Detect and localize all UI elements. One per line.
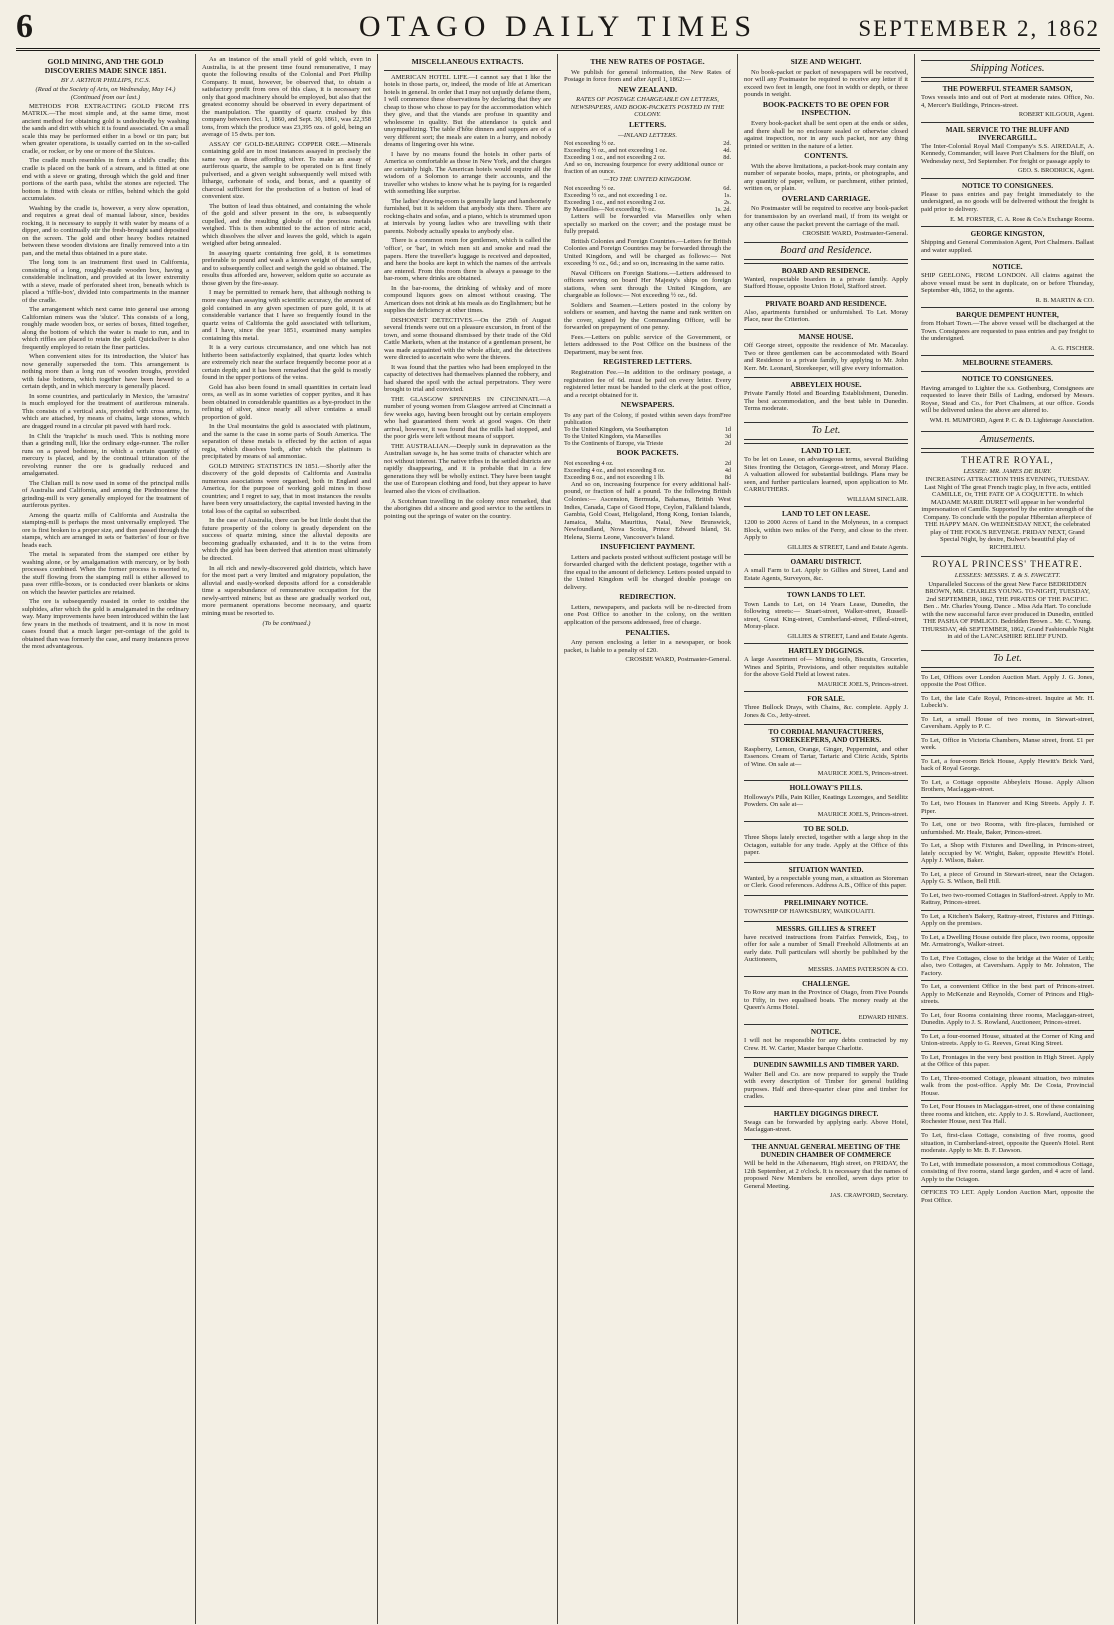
advertisement-text: TOWNSHIP OF HAWKSBURY, WAIKOUAITI. bbox=[744, 908, 875, 916]
to-let-item: To Let, a Dwelling House outside fire place, two rooms, opposite Mr. Armstrong's, Walker-street. bbox=[921, 931, 1094, 952]
to-let-item: To Let, two two-roomed Cottages in Stafford-street. Apply to Mr. Rattray, Princes-street. bbox=[921, 889, 1094, 910]
rate-description: Exceeding 1 oz., and not exceeding 2 oz. bbox=[564, 154, 666, 162]
rate-description: To any part of the Colony, if posted within seven days from publication bbox=[564, 411, 720, 426]
postage-body bbox=[564, 213, 731, 356]
advertisement-signature: WILLIAM SINCLAIR. bbox=[846, 495, 908, 503]
advertisement-heading: DUNEDIN SAWMILLS AND TIMBER YARD. bbox=[753, 1061, 899, 1070]
advertisement bbox=[744, 724, 908, 780]
article-paragraph: Among the quartz mills of California and Australia the stamping-mill is perhaps the most universally employed. The ore is first broken to a proper size, and then passed through the stamps, which are arranged in sets or 'batteries' of four or five heads each. bbox=[22, 511, 189, 549]
insufficient-heading: INSUFFICIENT PAYMENT. bbox=[600, 542, 695, 552]
advertisement-signature: WM. H. MUMFORD, Agent P. C. & D. Lighterage Association. bbox=[929, 416, 1094, 424]
rate-amount: 8d bbox=[724, 473, 731, 481]
advertisement-text: Wanted, by a respectable young man, a situation as Storeman or Clerk. Good references. Address A.B., Office of this paper. bbox=[744, 874, 908, 890]
postage-paragraph: Soldiers and Seamen.—Letters posted in the colony by soldiers or seamen, and having the name and rank written on the cover, signed by the Commanding Officer, will be forwarded on prepayment of one penny. bbox=[564, 301, 731, 332]
open-text: Every book-packet shall be sent open at the ends or sides, and there shall be no enclosure sealed or otherwise closed against inspection, nor in any such packet, nor any thing printed or written in the nature of a letter. bbox=[744, 120, 908, 150]
postage-scale-title: NEW ZEALAND. bbox=[618, 84, 677, 94]
article-paragraph: There is a common room for gentlemen, which is called the 'office', or 'bar', in which men sit and smoke and read the papers. Here the traveller's luggage is received and deposited, and here the books are kept in which the names of the arrivals are entered. From this room there is always a passage to the bar-room, where drinks are obtained. bbox=[384, 237, 551, 283]
article-paragraph: THE GLASGOW SPINNERS IN CINCINNATI.—A number of young women from Glasgow arrived at Cincinnati a few weeks ago, having been brought out by certain employers who had guaranteed them work at good wages. On their arrival, however, it was found that the mills had stopped, and the poor girls were left without means of support. bbox=[384, 395, 551, 441]
theatre-royal-ad bbox=[921, 452, 1094, 557]
to-let-item: To Let, a convenient Office in the best part of Princes-street. Apply to McKenzie and Reynolds, Corner of Princes and High-streets. bbox=[921, 980, 1094, 1009]
to-let-item: To Let, Four Houses in Maclaggan-street, one of these containing three rooms and kitchen, etc. Apply to J. S. Rowland, Auctioneer, Rochester House, next Tea Hall. bbox=[921, 1100, 1094, 1129]
advertisement-text: Shipping and General Commission Agent, Port Chalmers. Ballast and water supplied. bbox=[921, 239, 1094, 254]
advertisement bbox=[744, 587, 908, 643]
article-paragraph: AMERICAN HOTEL LIFE.—I cannot say that I like the hotels in those parts, or, indeed, the mode of life at American hotels in general. In order that I may not unjustly defame them, I will commence these observations by declaring that they are cheap to those who chose to pay for the accommodation which they give, and that the viands are profuse in quantity and wholesome in quality. But the attendance is quick and unsympathizing. The table d'hôte dinners and suppers are of a very different sort; the meals are eaten in a hurry, and nobody dreams of lingering over his wine. bbox=[384, 73, 551, 149]
advertisement-text: The Inter-Colonial Royal Mail Company's S.S. AIREDALE, A. Kennedy, Commander, will leave Port Chalmers for the Bluff, on Wednesday next, 3rd September. For freight or passage apply to bbox=[921, 142, 1094, 165]
advertisement-heading: FOR SALE. bbox=[807, 694, 845, 703]
article-paragraph: METHODS FOR EXTRACTING GOLD FROM ITS MATRIX.—The most simple and, at the same time, most ancient method for obtaining gold is undoubtedly by washing the sands and dirt with which it is found associated. On a small scale this may be performed either in a bowl or tin pan; but when greater operations, is usually carried on in the so-called cradle, or rocker, or by one or more of the Sluices. bbox=[22, 102, 189, 155]
postage-paragraph: Fees.—Letters on public service of the Government, or letters addressed to the Post Office on the business of the Department, may be sent free. bbox=[564, 333, 731, 356]
registered-text: Registration Fee.—In addition to the ordinary postage, a registration fee of 6d. must be paid on every letter. Every registered letter must be handed to the clerk at the post office, and a receipt obtained for it. bbox=[564, 369, 731, 399]
article-paragraph: GOLD MINING STATISTICS IN 1851.—Shortly after the discovery of the gold deposits of California and Australia numerous associations were organised, both in England and America, for the purpose of working gold mines in those countries; and I regret to say, that in most instances the results have been very unsatisfactory, the capital invested having in the total loss of the capital so subscribed. bbox=[202, 462, 371, 515]
to-let-item: To Let, with immediate possession, a most commodious Cottage, consisting of five rooms, stand large garden, and 4 acre of land. Apply to the Octagon. bbox=[921, 1158, 1094, 1187]
rate-amount: 2d bbox=[724, 459, 731, 467]
newspapers-heading: NEWSPAPERS. bbox=[620, 400, 675, 410]
advertisement-text: Holloway's Pills, Pain Killer, Keatings Lozenges, and Seidlitz Powders. On sale at— bbox=[744, 793, 908, 809]
princess-theatre-text: Unparalleled Success of the great New Farce BEDRIDDEN BROWN, MR. CHARLES YOUNG. TO-NIGHT, TUESDAY, 2nd SEPTEMBER, 1862, THE PIRATES OF THE PACIFIC. Ben .. Mr. Charles Young. Dance .. Miss Ada Hart. To conclude with the new successful farce ever produced in Dunedin, entitled THE PASHA OF PIMLICO. Bedridden Brown .. Mr. C. Young. THURSDAY, 4th SEPTEMBER, 1862, Grand Fashionable Night in aid of the LANCASHIRE RELIEF FUND. bbox=[921, 580, 1094, 641]
advertisement bbox=[744, 1106, 908, 1139]
advertisement-signature: MAURICE JOEL'S, Princes-street. bbox=[817, 810, 908, 818]
advertisement-signature: GILLIES & STREET, Land and Estate Agents. bbox=[787, 543, 908, 551]
advertisement-text: Tows vessels into and out of Port at moderate rates. Office, No. 4, Mercer's Buildings, Princes-street. bbox=[921, 94, 1094, 109]
postage-paragraph: British Colonies and Foreign Countries.—Letters for British Colonies and Foreign Countries may be forwarded through the United Kingdom, and will be charged as follows:— Not exceeding ½ oz., 6d.; and so on, increasing in the same ratio. bbox=[564, 237, 731, 268]
advertisement bbox=[921, 226, 1094, 259]
rate-description: And so on, increasing fourpence for every additional ounce or fraction of an ounce. bbox=[564, 161, 724, 176]
article-paragraph: The button of lead thus obtained, and containing the whole of the gold and silver present in the ore, is subsequently cupelled, and the resulting globule of the precious metals weighed. This is then submitted to the action of nitric acid, which dissolves the silver and leaves the gold, which is again weighed after being annealed. bbox=[202, 202, 371, 248]
rate-row bbox=[564, 140, 731, 147]
shipping-ads bbox=[921, 81, 1094, 427]
advertisement-text: To Row any man in the Province of Otago, from Five Pounds to Fifty, in two equalised boats. The money ready at the Queen's Arms Hotel. bbox=[744, 989, 908, 1012]
book-rates-table bbox=[564, 460, 731, 481]
rate-amount: 1s. bbox=[723, 191, 731, 199]
article-paragraph: The Chilian mill is now used in some of the principal mills of Australia and California, and among the Piedmontese the grinding-mill is very generally employed for the treatment of auriferous pyrites. bbox=[22, 479, 189, 510]
advertisement bbox=[744, 506, 908, 554]
advertisement bbox=[921, 178, 1094, 226]
postage-scale-sub: RATES OF POSTAGE CHARGEABLE ON LETTERS, NEWSPAPERS, AND BOOK-PACKETS POSTED IN THE COLONY. bbox=[570, 96, 725, 119]
article-paragraph: The ore is subsequently roasted in order to oxidise the sulphides, after which the gold is amalgamated in the ordinary way. Many improvements have been introduced within the last few years in the methods of treatment, and it is now in most cases found that a much larger per-centage of the gold is obtained than was formerly the case, and many instances prove the most advantageous. bbox=[22, 598, 189, 651]
column-postage bbox=[558, 54, 738, 1624]
size-heading: SIZE AND WEIGHT. bbox=[790, 57, 862, 66]
column-miscellaneous bbox=[378, 54, 558, 1624]
advertisement-text: A small Farm to Let. Apply to Gillies and Street, Land and Estate Agents, Surveyors, &c. bbox=[744, 567, 908, 582]
advertisement bbox=[744, 821, 908, 862]
to-let-item: To Let, a Kitchen's Bakery, Rattray-street, Fixtures and Fittings. Apply on the premises. bbox=[921, 910, 1094, 931]
advertisement-signature: EDWARD HINES. bbox=[858, 1013, 908, 1021]
advertisement bbox=[744, 862, 908, 895]
advertisement-heading: PRELIMINARY NOTICE. bbox=[784, 898, 868, 907]
to-let-item: To Let, a Shop with Fixtures and Dwelling, in Princes-street, lately occupied by W. Wright, Baker, opposite Hewitt's Hotel. Apply J. Wilson, Baker. bbox=[921, 839, 1094, 868]
article-paragraph: The cradle much resembles in form a child's cradle; this cradle is placed on the bank of a stream, and is fitted at one end with a sieve or grating, through which the gold and finer portions of the earth pass, whilst the stones are rejected. The bottom is fitted with cleats or riffles, behind which the gold accumulates. bbox=[22, 157, 189, 203]
advertisement bbox=[744, 691, 908, 724]
postage-paragraph: Letters will be forwarded via Marseilles only when specially so marked on the cover; and the postage must be fully prepaid. bbox=[564, 213, 731, 236]
advertisement-heading: CHALLENGE. bbox=[802, 980, 850, 989]
advertisement-heading: NOTICE. bbox=[992, 263, 1023, 272]
advertisement-heading: NOTICE TO CONSIGNEES. bbox=[961, 375, 1053, 384]
advertisement-text: Three Shops lately erected, together with a large shop in the Octagon, suitable for any trade. Apply at the Office of this paper. bbox=[744, 834, 908, 857]
uk-heading: —TO THE UNITED KINGDOM. bbox=[603, 176, 692, 184]
advertisement-heading: THE POWERFUL STEAMER SAMSON, bbox=[942, 84, 1073, 93]
rate-description: By Marseilles—Not exceeding ½ oz. bbox=[564, 206, 656, 214]
article-paragraph: In assaying quartz containing free gold, it is sometimes preferable to pound and wash a known weight of the sample, and to subsequently collect and weigh the gold so obtained. The results thus afforded are, however, seldom quite so accurate as those given by the fire-assay. bbox=[202, 249, 371, 287]
rate-amount: Free bbox=[720, 411, 731, 419]
advertisement-text: SHIP GEELONG, FROM LONDON. All claims against the above vessel must be sent in duplicate, on or before Thursday, September 4th, 1862, to the agents. bbox=[921, 272, 1094, 295]
advertisement bbox=[921, 307, 1094, 355]
advertisement bbox=[921, 122, 1094, 178]
advertisement-signature: GILLIES & STREET, Land and Estate Agents. bbox=[787, 632, 908, 640]
article-byline: BY J. ARTHUR PHILLIPS, F.C.S. bbox=[60, 77, 151, 85]
advertisement-text: I will not be responsible for any debts contracted by my Crew. H. W. Carter, Master barque Charlotte. bbox=[744, 1037, 908, 1052]
article-heading: MISCELLANEOUS EXTRACTS. bbox=[411, 57, 524, 66]
advertisement-heading: NOTICE. bbox=[810, 1028, 842, 1037]
advertisement-text: Off George street, opposite the residence of Mr. Macaulay. Two or three gentlemen can be accommodated with Board and Residence to a private family, by applying to Mr. John Kerr. Mr. Leonard, Storekeeper, will give every information. bbox=[744, 342, 908, 372]
to-let-item: To Let, Frontages in the very best position in High Street. Apply at the Office of this paper. bbox=[921, 1051, 1094, 1072]
advertisement bbox=[744, 443, 908, 506]
article-body bbox=[202, 56, 371, 617]
size-text: No book-packet or packet of newspapers will be received, nor will any Postmaster be required to receive any letter if it exceed two feet in length, one foot in width or depth, or three pounds in weight. bbox=[744, 68, 908, 99]
rate-description: Not exceeding ½ oz. bbox=[564, 184, 616, 192]
rate-amount: 1d bbox=[724, 425, 731, 433]
column-gold-mining bbox=[16, 54, 196, 1624]
to-let-item: To Let, a four-roomed House, situated at the Corner of King and Union-streets. Apply to G. Reeves, Great King Street. bbox=[921, 1030, 1094, 1051]
issue-date: SEPTEMBER 2, 1862 bbox=[858, 16, 1100, 41]
advertisement bbox=[744, 780, 908, 821]
rate-row bbox=[564, 192, 731, 199]
advertisement-text: Three Bullock Drays, with Chains, &c. complete. Apply J. Jones & Co., Jetty-street. bbox=[744, 704, 908, 719]
article-body bbox=[384, 74, 551, 520]
columns bbox=[16, 54, 1100, 1624]
rate-row bbox=[564, 412, 731, 426]
rate-row bbox=[564, 161, 731, 175]
rate-amount: 2s. bbox=[723, 199, 731, 207]
advertisement-text: Also, apartments furnished or unfurnished. To Let. Moray Place, near the Criterion. bbox=[744, 308, 908, 324]
advertisement bbox=[921, 371, 1094, 427]
advertisement bbox=[744, 976, 908, 1024]
to-let-item: To Let, Three-roomed Cottage, pleasant situation, two minutes walk from the post-office. Apply Mr. De Costa, Provincial House. bbox=[921, 1072, 1094, 1101]
advertisement-text: Will be held in the Athenaeum, High street, on FRIDAY, the 12th September, at 2 o'clock. It is necessary that the names of proposed New Members be enrolled, seven days prior to General Meeting. bbox=[744, 1160, 908, 1190]
advertisement bbox=[744, 1024, 908, 1057]
rate-description: To the United Kingdom, via Southampton bbox=[564, 425, 669, 433]
advertisement-heading: NOTICE TO CONSIGNEES. bbox=[961, 181, 1053, 190]
postage-paragraph: Naval Officers on Foreign Stations.—Letters addressed to officers serving on board Her Majesty's ships on foreign stations, when sent through the United Kingdom, are chargeable as follows:— Not exceeding ½ oz., 6d. bbox=[564, 269, 731, 300]
advertisement-heading: THE ANNUAL GENERAL MEETING OF THE DUNEDIN CHAMBER OF COMMERCE bbox=[751, 1142, 901, 1160]
rate-row bbox=[564, 154, 731, 161]
section-shipping: Shipping Notices. bbox=[921, 60, 1094, 78]
advertisement-signature: JAS. CRAWFORD, Secretary. bbox=[829, 1192, 908, 1200]
book-packets-text: And so on, increasing fourpence for every additional half-pound, or fraction of half a pound. To the following British Colonies:— Ascension, Bermuda, Bahamas, British West Indies, Canada, Cape of Good Hope, Ceylon, Falkland Islands, Gambia, Gold Coast, Heligoland, Hong Kong, Ionian Islands, Jamaica, Malta, Mauritius, Natal, New Brunswick, Newfoundland, Nova Scotia, Prince Edward Island, St. Helena, Sierra Leone, Vancouver's Island. bbox=[564, 480, 731, 541]
article-paragraph: In the case of Australia, there can be but little doubt that the future prosperity of the colony is greatly dependent on the success of quartz mining, since the alluvial deposits are becoming gradually exhausted, and it is to the veins from which the gold has been derived that attention must ultimately be directed. bbox=[202, 517, 371, 562]
penalties-heading: PENALTIES. bbox=[625, 627, 670, 637]
princess-theatre-heading: ROYAL PRINCESS' THEATRE. bbox=[932, 560, 1083, 571]
advertisement bbox=[921, 355, 1094, 371]
advertisement-heading: SITUATION WANTED. bbox=[788, 865, 864, 874]
advertisement-text: 1200 to 2000 Acres of Land in the Molyneux, in a compact Block, within two miles of the Ferry, and close to the river. Apply to bbox=[744, 519, 908, 542]
overland-text: No Postmaster will be required to receive any book-packet for transmission by an overland mail, if from its weight or any other cause the packet prevent the carriage of the mail. bbox=[744, 205, 908, 228]
rate-row bbox=[564, 199, 731, 206]
advertisement-text: from Hobart Town.—The above vessel will be discharged at the Town. Consignees are requested to pass entries and pay freight to the undersigned. bbox=[921, 320, 1094, 343]
advertisement-text: Wanted, respectable boarders in a private family. Apply Stafford House, opposite Union Hotel, Stafford street. bbox=[744, 275, 908, 291]
rate-row bbox=[564, 426, 731, 433]
advertisement-signature: MAURICE JOEL'S, Princes-street. bbox=[817, 680, 908, 688]
advertisement-heading: MANSE HOUSE. bbox=[798, 332, 854, 341]
article-paragraph: The arrangement which next came into general use among Californian miners was the 'sluice'. This consists of a long, roughly made wooden box, or series of boxes, fitted together, along the bottom of which the water is made to run, and in which riffles are placed to retain the gold. Quicksilver is also frequently employed to retain the finer particles. bbox=[22, 306, 189, 351]
rate-amount: 4d bbox=[724, 466, 731, 474]
article-paragraph: A Scotchman travelling in the colony once remarked, that the aborigines did a sincere and good service to the settlers in pointing out the springs of water on the country. bbox=[384, 497, 551, 520]
article-paragraph: ASSAY OF GOLD-BEARING COPPER ORE.—Minerals containing gold are in most instances assayed in precisely the same way as those affording silver. To make an assay of auriferous quartz, the sample to be operated on is first finely pulverised, and a given weight subsequently well mixed with litharge, carbonate of soda, and borax, and a quantity of charcoal sufficient for the production of a button of lead of convenient size. bbox=[202, 140, 371, 201]
advertisement bbox=[744, 263, 908, 296]
princess-theatre-lessee: LESSEES: MESSRS. T. & S. FAWCETT. bbox=[954, 572, 1061, 580]
column-notices bbox=[738, 54, 915, 1624]
rate-amount: 2d bbox=[724, 440, 731, 448]
advertisement-signature: GEO. S. BRODRICK, Agent. bbox=[1017, 167, 1094, 175]
advertisement-text: Town Lands to Let, on 14 Years Lease, Dunedin, the following streets:— Stuart-street, Walker-street, Russell-street, Great King-street, Cumberland-street, Filleul-street, Moray-place. bbox=[744, 600, 908, 631]
advertisement bbox=[744, 296, 908, 329]
rate-amount: 3d bbox=[724, 432, 731, 440]
advertisement-text: Walter Bell and Co. are now prepared to supply the Trade with every description of Timber for general building purposes. Half and three-quarter clear pine and timber for cradles. bbox=[744, 1070, 908, 1101]
advertisement-text: have received instructions from Fairfax Fenwick, Esq., to offer for sale a number of Small Freehold Allotments at an early date. Full particulars will shortly be published by the Auctioneers, bbox=[744, 933, 908, 964]
article-paragraph: The metal is separated from the stamped ore either by washing alone, or by amalgamation with mercury, or by both processes combined. When the former process is resorted to, the stuff flowing from the stamping mill is either allowed to pass over riffle-boxes, or is conducted over blankets or skins on which the heavier particles are retained. bbox=[22, 551, 189, 596]
rate-amount: 6d. bbox=[723, 184, 731, 192]
let-ads bbox=[744, 443, 908, 1203]
advertisement-text: Swags can be forwarded by applying early. Above Hotel, Maclaggan-street. bbox=[744, 1118, 908, 1134]
advertisement-signature: A. G. FISCHER. bbox=[1050, 344, 1094, 352]
article-note: (Read at the Society of Arts, on Wednesday, May 14.) bbox=[35, 85, 176, 93]
to-let-item: To Let, a four-room Brick House, Apply Hewitt's Brick Yard, back of Royal George. bbox=[921, 755, 1094, 776]
offices-to-let-ad bbox=[921, 1186, 1094, 1209]
postmaster-signature: CROSBIE WARD, Postmaster-General. bbox=[625, 656, 731, 664]
offices-to-let-text: OFFICES TO LET. Apply London Auction Mart, opposite the Post Office. bbox=[921, 1189, 1094, 1204]
article-heading: GOLD MINING, AND THE GOLD DISCOVERIES MADE SINCE 1851. bbox=[44, 57, 167, 75]
article-paragraph: The long tom is an instrument first used in California, consisting of a long, roughly-made wooden box, having a considerable inclination, and provided at its lower extremity with a sieve, made of perforated sheet iron, beneath which is placed a 'riffle-box', divided into compartments in the manner of the cradle. bbox=[22, 259, 189, 304]
advertisement-signature: MAURICE JOEL'S, Princes-street. bbox=[817, 770, 908, 778]
to-let-item: To Let, Office in Victoria Chambers, Manse street, front. £1 per week. bbox=[921, 734, 1094, 755]
advertisement bbox=[744, 921, 908, 977]
postmaster-signature: CROSBIE WARD, Postmaster-General. bbox=[802, 230, 908, 238]
rate-description: Exceeding 4 oz., and not exceeding 8 oz. bbox=[564, 466, 666, 474]
advertisement bbox=[744, 895, 908, 921]
article-paragraph: In all rich and newly-discovered gold districts, which have for the most part a very limited and migratory population, the alluvial and easily-worked deposits afford for a considerable time a superabundance of remunerative occupation for the newly-arrived miners; but as these are gradually worked out, more permanent operations become necessary, and quartz mining must be resorted to. bbox=[202, 564, 371, 617]
contents-heading: CONTENTS. bbox=[804, 151, 848, 161]
section-to-let-right: To Let. bbox=[921, 650, 1094, 668]
rate-row bbox=[564, 474, 731, 481]
article-heading: THE NEW RATES OF POSTAGE. bbox=[590, 57, 705, 66]
to-let-item: To Let, one or two Rooms, with fire-places, furnished or unfurnished. Mr. Heale, Baker, Princes-street. bbox=[921, 818, 1094, 839]
advertisement-heading: LAND TO LET. bbox=[801, 446, 851, 455]
divider bbox=[384, 70, 551, 71]
newspaper-title: OTAGO DAILY TIMES bbox=[358, 10, 758, 43]
advertisement bbox=[744, 329, 908, 377]
rate-description: Exceeding 8 oz., and not exceeding 1 lb. bbox=[564, 473, 665, 481]
rate-amount bbox=[723, 161, 731, 175]
advertisement bbox=[921, 81, 1094, 122]
redirection-heading: REDIRECTION. bbox=[619, 592, 676, 602]
rate-description: Not exceeding 4 oz. bbox=[564, 459, 614, 467]
advertisement-signature: E. M. FORSTER, C. A. Rose & Co.'s Exchange Rooms. bbox=[950, 215, 1094, 223]
advertisement-signature: R. B. MARTIN & CO. bbox=[1035, 296, 1094, 304]
rate-description: To the United Kingdom, via Marseilles bbox=[564, 432, 661, 440]
advertisement-signature: ROBERT KILGOUR, Agent. bbox=[1018, 111, 1094, 119]
article-paragraph: In some countries, and particularly in Mexico, the 'arrastra' is much employed for the treatment of auriferous minerals. This consists of a vertical axis, provided with cross arms, to which are attached, by means of chains, large stones, which are dragged round in a circular pit paved with hard rock. bbox=[22, 392, 189, 430]
rate-amount: 1s. 2d. bbox=[714, 206, 731, 214]
rate-row bbox=[564, 147, 731, 154]
advertisement bbox=[744, 643, 908, 691]
overland-heading: OVERLAND CARRIAGE. bbox=[781, 193, 871, 203]
column-shipping-amusements bbox=[915, 54, 1100, 1624]
rate-row bbox=[564, 433, 731, 440]
rate-row bbox=[564, 440, 731, 447]
book-packets-heading: BOOK PACKETS. bbox=[616, 448, 679, 458]
advertisement-signature: MESSRS. JAMES PATERSON & CO. bbox=[808, 965, 908, 973]
article-continued: (Continued from our last.) bbox=[70, 94, 141, 102]
rate-description: Exceeding ½ oz., and not exceeding 1 oz. bbox=[564, 191, 667, 199]
article-paragraph: DISHONEST DETECTIVES.—On the 25th of August several friends were out on a pleasure excursion, in front of the town, and some thousand dismissed by their trade of the Old Cattle Markets, when at the instance of a gentleman present, he was made acquainted with the whole affair, and the detectives were directed to ascertain who were the thieves. bbox=[384, 316, 551, 362]
to-let-list bbox=[921, 671, 1094, 1186]
to-let-item: To Let, the late Cafe Royal, Princes-street. Inquire at Mr. H. Lubecki's. bbox=[921, 692, 1094, 713]
advertisement-heading: ABBEYLEIX HOUSE. bbox=[790, 381, 862, 390]
advertisement-heading: LAND TO LET ON LEASE. bbox=[781, 510, 871, 519]
advertisement bbox=[744, 1057, 908, 1105]
article-paragraph: The ladies' drawing-room is generally large and handsomely furnished, but it is seldom that anybody sits there. There are rocking-chairs and sofas, and a piano, which is strummed upon at intervals by young ladies who are travelling with their parents. Nobody actually speaks to anybody else. bbox=[384, 197, 551, 235]
to-let-item: To Let, Offices over London Auction Mart. Apply J. G. Jones, opposite the Post Office. bbox=[921, 671, 1094, 692]
advertisement bbox=[744, 377, 908, 418]
rate-row bbox=[564, 185, 731, 192]
advertisement bbox=[921, 259, 1094, 307]
advertisement-heading: TO BE SOLD. bbox=[803, 824, 849, 833]
to-let-item: To Let, first-class Cottage, consisting of five rooms, good situation, in Cumberland-street, opposite the Queen's Hotel. Rent moderate. Apply to Mr. B. F. Dawson. bbox=[921, 1129, 1094, 1158]
to-let-item: To Let, two Houses in Hanover and King Streets. Apply J. F. Piper. bbox=[921, 797, 1094, 818]
registered-heading: REGISTERED LETTERS. bbox=[603, 357, 692, 367]
to-be-continued: (To be continued.) bbox=[262, 620, 311, 628]
penalties-text: Any person enclosing a letter in a newspaper, or book packet, is liable to a penalty of £20. bbox=[564, 639, 731, 654]
advertisement-heading: PRIVATE BOARD AND RESIDENCE. bbox=[765, 299, 887, 308]
advertisement-heading: BOARD AND RESIDENCE. bbox=[781, 266, 871, 275]
postage-intro: We publish for general information, the New Rates of Postage in force from and after April 1, 1862:— bbox=[564, 68, 731, 84]
article-paragraph: It is a very curious circumstance, and one which has not hitherto been satisfactorily explained, that quartz lodes which are extremely rich near the surface frequently become poor at a certain depth; and it has been remarked that the gold is mostly found in the upper portions of the veins. bbox=[202, 344, 371, 382]
to-let-item: To Let, four Rooms containing three rooms, Maclaggan-street, Dunedin. Apply to J. S. Rowland, Auctioneer, Princes-street. bbox=[921, 1009, 1094, 1030]
rate-description: Not exceeding ½ oz. bbox=[564, 140, 616, 148]
article-paragraph: It was found that the parties who had been employed in the capacity of detectives had themselves planned the robbery, and had shared the spoil with the actual perpetrators. They were brought to trial and convicted. bbox=[384, 363, 551, 394]
article-paragraph: As an instance of the small yield of gold which, even in Australia, is at the present time found remunerative, I may quote the following results of the Colonial and Port Phillip Company. It must, however, be observed that, to obtain a satisfactory profit from ores of this class, it is necessary not only that good machinery should be employed, but also that the greatest economy should be observed in every department of the manipulation. The quantity of quartz crushed by this company between Oct. 1, 1860, and Sept. 30, 1861, was 22,358 tons, from which the produce was 23,395 ozs. of gold, being an average of 15 dwts. per ton. bbox=[202, 56, 371, 139]
rate-row bbox=[564, 206, 731, 213]
princess-theatre-ad bbox=[921, 556, 1094, 645]
letters-heading: LETTERS. bbox=[629, 119, 666, 129]
article-body bbox=[22, 103, 189, 651]
advertisement-text: Private Family Hotel and Boarding Establishment, Dunedin. The best accommodation, and the best table in Dunedin. Terms moderate. bbox=[744, 390, 908, 413]
advertisement-heading: OAMARU DISTRICT. bbox=[790, 558, 862, 567]
article-paragraph: In Chili the 'trapiche' is much used. This is nothing more than a grinding mill, like the ordinary edge-runner. The roller runs on a paved bedstone, in which a certain quantity of mercury is placed, and by the continual trituration of the revolving runner the ore is gradually reduced and amalgamated. bbox=[22, 432, 189, 478]
advertisement-heading: BARQUE DEMPENT HUNTER, bbox=[956, 311, 1059, 320]
advertisement-text: To be let on Lease, on advantageous terms, several Building Sites fronting the Octagon, George-street, and Moray Place. A valuation allowed for substantial buildings. Plans may be seen, and further particulars learned, upon application to Mr. CARRUTHERS. bbox=[744, 456, 908, 494]
page-number: 6 bbox=[16, 8, 33, 45]
advertisement-text: Having arranged to Lighter the s.s. Gothenburg, Consignees are requested to leave their Bills of Lading, endorsed by Messrs. Royse, Stead and Co., for Port Chalmers, at our office. Goods will be delivered unless the above are altered to. bbox=[921, 384, 1094, 415]
article-paragraph: Gold has also been found in small quantities in certain lead ores, as well as in some varieties of copper pyrites, and it has been obtained in considerable quantities as a bye-product in the refining of silver, since nearly all silver contains a small proportion of gold. bbox=[202, 383, 371, 421]
advertisement bbox=[744, 554, 908, 587]
to-let-item: To Let, Five Cottages, close to the bridge at the Water of Leith; also, two Cottages, at Caversham. Apply to Mr. Johnston, The Factory. bbox=[921, 952, 1094, 981]
open-heading: BOOK-PACKETS TO BE OPEN FOR INSPECTION. bbox=[762, 99, 890, 118]
redirection-text: Letters, newspapers, and packets will be re-directed from one Post Office to another in the colony, on the written application of the persons addressed, free of charge. bbox=[564, 603, 731, 626]
advertisement-heading: GEORGE KINGSTON, bbox=[970, 229, 1045, 238]
newspaper-rates-table bbox=[564, 412, 731, 447]
contents-text: With the above limitations, a packet-book may contain any number of separate books, maps, prints, or photographs, and any quantity of paper, vellum, or parchment, either printed, written on, or plain. bbox=[744, 162, 908, 193]
board-ads bbox=[744, 263, 908, 418]
rate-description: To the Continents of Europe, via Trieste bbox=[564, 440, 664, 448]
article-paragraph: I may be permitted to remark here, that although nothing is more easy than assaying with scientific accuracy, the amount of gold contained in any given specimen of pure gold, it is at considerable variance that I have so frequently found in the quartz veins of California the gold associated with tellurium, and I have, since the year 1851, examined many samples containing this metal. bbox=[202, 289, 371, 342]
rate-amount: 4d. bbox=[723, 147, 731, 155]
section-to-let: To Let. bbox=[744, 422, 908, 440]
inland-rates-table bbox=[564, 140, 731, 175]
insufficient-text: Letters and packets posted without sufficient postage will be forwarded charged with the deficient postage, together with a fine equal to the amount of deficiency. Letters posted unpaid to the United Kingdom will be charged double postage on delivery. bbox=[564, 553, 731, 591]
advertisement bbox=[744, 1139, 908, 1203]
theatre-royal-heading: THEATRE ROYAL, bbox=[961, 455, 1054, 466]
article-paragraph: THE AUSTRALIAN.—Deeply sunk in depravation as the Australian savage is, he has some traits of character which are not without interest. The native tribes in the settled districts are rapidly disappearing, and it is probable that in a few generations they will be wholly extinct. They have been taught the use of European clothing and food, but they appear to have learned also the vices of civilisation. bbox=[384, 442, 551, 495]
inland-heading: —INLAND LETTERS. bbox=[618, 131, 677, 139]
article-paragraph: In the bar-rooms, the drinking of whisky and of more compound liquors goes on almost without ceasing. The American does not drink at his meals as do Englishmen; but he supplies the deficiency at other times. bbox=[384, 284, 551, 315]
to-let-item: To Let, a small House of two rooms, in Stewart-street, Caversham. Apply to P. C. bbox=[921, 713, 1094, 734]
rate-row bbox=[564, 460, 731, 467]
article-paragraph: When convenient sites for its introduction, the 'sluice' has now generally superseded the tom. This arrangement is nothing more than a long run of wooden troughs, provided with false bottoms, which together have been hewed to a certain depth, and in which mercury is generally placed. bbox=[22, 353, 189, 391]
advertisement-text: Raspberry, Lemon, Orange, Ginger, Peppermint, and other Essences. Cream of Tartar, Tartaric and Citric Acids, Spirits of Wine. On sale at— bbox=[744, 745, 908, 768]
advertisement-heading: HOLLOWAY'S PILLS. bbox=[789, 784, 863, 793]
rate-amount: 2d. bbox=[723, 140, 731, 148]
rate-row bbox=[564, 467, 731, 474]
advertisement-heading: TO CORDIAL MANUFACTURERS, STOREKEEPERS, AND OTHERS. bbox=[768, 728, 884, 745]
advertisement-heading: MAIL SERVICE TO THE BLUFF AND INVERCARGILL. bbox=[945, 125, 1070, 142]
advertisement-heading: HARTLEY DIGGINGS. bbox=[788, 646, 864, 655]
to-let-item: To Let, a piece of Ground in Stewart-street, near the Octagon. Apply G. S. Wilson, Bell Hill. bbox=[921, 868, 1094, 889]
masthead bbox=[16, 6, 1100, 51]
to-let-item: To Let, a Cottage opposite Abbeyleix House. Apply Alison Brothers, Maclaggan-street. bbox=[921, 776, 1094, 797]
advertisement-text: A large Assortment of— Mining tools, Biscuits, Groceries, Wines and Spirits, Provisions, and other requisites suitable for the above Gold Field at lowest rates. bbox=[744, 656, 908, 679]
theatre-royal-lessee: LESSEE: MR. JAMES DE BURY. bbox=[963, 467, 1052, 475]
section-amusements: Amusements. bbox=[921, 431, 1094, 449]
rate-description: Exceeding ½ oz., and not exceeding 1 oz. bbox=[564, 147, 667, 155]
rate-amount: 8d. bbox=[723, 154, 731, 162]
article-paragraph: In the Ural mountains the gold is associated with platinum, and the same is the case in some parts of South America. The separation of these metals is effected by the action of aqua regia, which dissolves both, after which the platinum is precipitated by means of sal ammoniac. bbox=[202, 423, 371, 461]
uk-rates-table bbox=[564, 185, 731, 213]
rate-description: Exceeding 1 oz., and not exceeding 2 oz. bbox=[564, 199, 666, 207]
article-paragraph: I have by no means found the hotels in other parts of America so comfortable as those in New York, and the charges are certainly high. The American hotels would require all the wisdom of a Solomon to arrange their accounts, and the traveller who wishes to know what he is paying for is regarded with something like surprise. bbox=[384, 150, 551, 196]
section-board-residence: Board and Residence. bbox=[744, 242, 908, 260]
advertisement-heading: TOWN LANDS TO LET. bbox=[786, 591, 866, 600]
advertisement-text: Please to pass entries and pay freight immediately to the undersigned, as no goods will be delivered without the freight is paid prior to delivery. bbox=[921, 190, 1094, 213]
column-gold-mining-cont bbox=[196, 54, 378, 1624]
advertisement-heading: MELBOURNE STEAMERS. bbox=[962, 359, 1053, 368]
advertisement-heading: MESSRS. GILLIES & STREET bbox=[776, 924, 876, 933]
article-paragraph: Washing by the cradle is, however, a very slow operation, and requires a great deal of manual labour, since, besides rocking, it is necessary to supply it with water by means of a dipper, and to continually stir the fresh-brought sand deposited on the screen. The gold and other heavy bodies retained between these wooden divisions are finally removed into a tin pan, and the metal thus obtained in a pure state. bbox=[22, 204, 189, 257]
theatre-royal-text: INCREASING ATTRACTION THIS EVENING, TUESDAY. Last Night of The great French tragic play, in five acts, entitled CAMILLE, Or, THE FATE OF A COQUETTE. In which MADAME MARIE DURET will appear in her wonderful impersonation of Camille. Supported by the entire strength of the Company. To conclude with the popular Hibernian afterpiece of THE HAPPY MAN. On WEDNESDAY NEXT, the celebrated play of THE FOOL'S REVENGE. FRIDAY NEXT, Grand Special Night, by desire, Bulwer's beautiful play of RICHELIEU. bbox=[921, 476, 1094, 551]
advertisement-heading: HARTLEY DIGGINGS DIRECT. bbox=[773, 1109, 879, 1118]
